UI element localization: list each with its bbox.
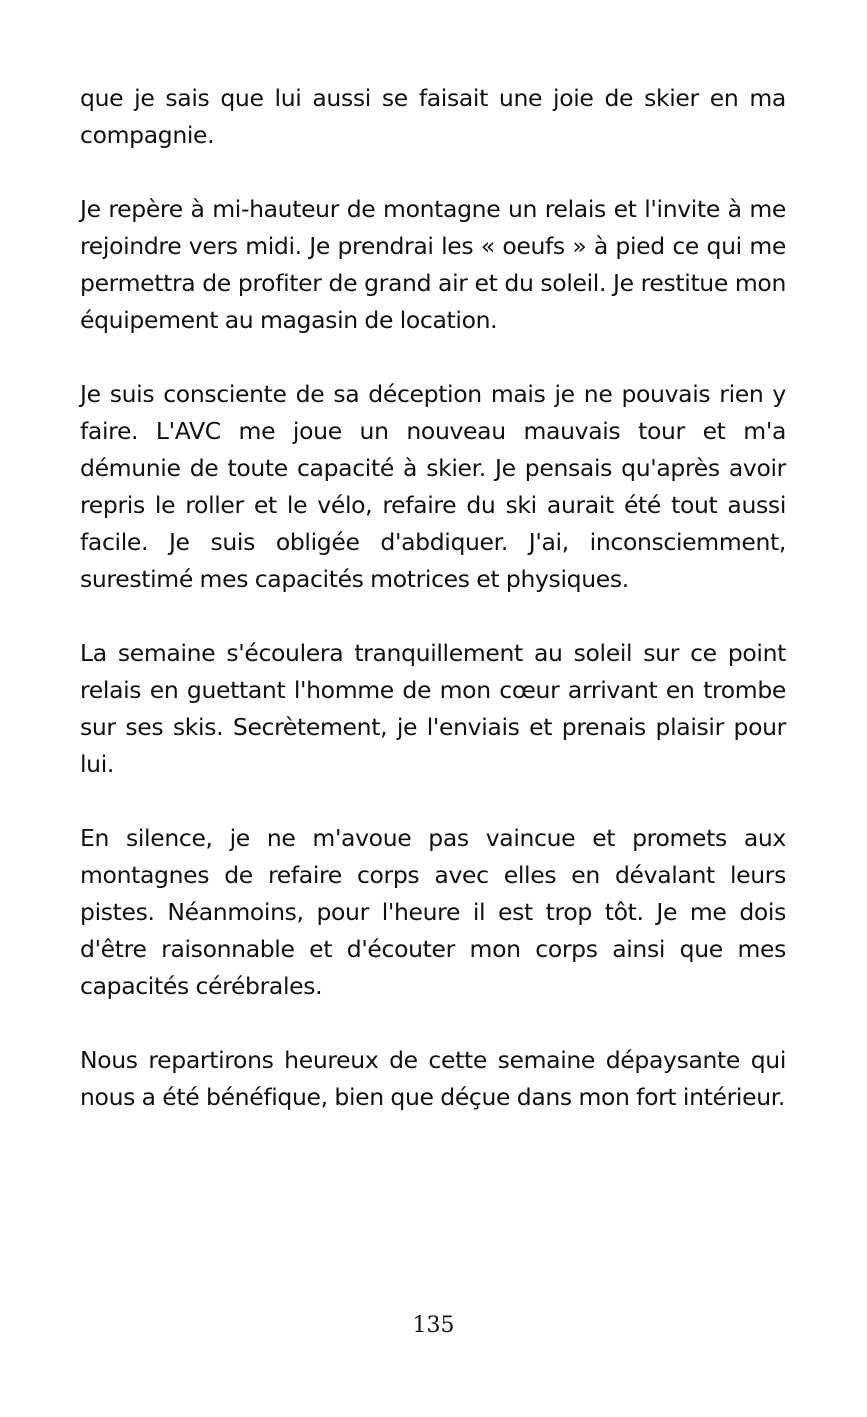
body-text xyxy=(80,80,786,1116)
paragraph-1: que je sais que lui aussi se faisait une joie de skier en ma compagnie. xyxy=(80,84,786,149)
paragraph-3: Je suis consciente de sa déception mais je ne pouvais rien y faire. L'AVC me joue un nouveau mauvais tour et m'a démunie de toute capacité à skier. Je pensais qu'après avoir repris le roller et le vélo, refaire du ski aurait été tout aussi facile. Je suis obligée d'abdiquer. J'ai, inconsciemment, surestimé mes capacités motrices et physiques. xyxy=(80,380,786,593)
paragraph-2: Je repère à mi-hauteur de montagne un relais et l'invite à me rejoindre vers midi. Je prendrai les « oeufs » à pied ce qui me permettra de profiter de grand air et du soleil. Je restitue mon équipement au magasin de location. xyxy=(80,195,786,334)
paragraph-4: La semaine s'écoulera tranquillement au soleil sur ce point relais en guettant l'homme de mon cœur arrivant en trombe sur ses skis. Secrètement, je l'enviais et prenais plaisir pour lui. xyxy=(80,639,786,778)
paragraph-5: En silence, je ne m'avoue pas vaincue et promets aux montagnes de refaire corps avec elles en dévalant leurs pistes. Néanmoins, pour l'heure il est trop tôt. Je me dois d'être raisonnable et d'écouter mon corps ainsi que mes capacités cérébrales. xyxy=(80,824,786,1000)
paragraph-6: Nous repartirons heureux de cette semaine dépaysante qui nous a été bénéfique, bien que déçue dans mon fort intérieur. xyxy=(80,1046,786,1111)
page-number: 135 xyxy=(412,1313,455,1338)
